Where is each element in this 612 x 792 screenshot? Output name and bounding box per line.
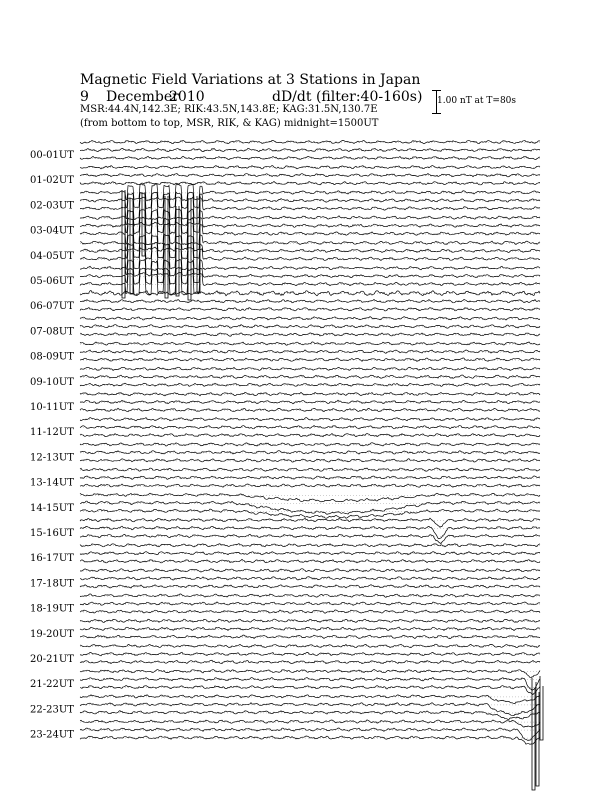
trace-kag [80,259,540,276]
trace-kag [80,166,540,169]
hour-label: 00-01UT [30,150,74,161]
trace-msr [80,308,540,312]
trace-kag [80,468,540,471]
hour-label: 04-05UT [30,250,74,262]
trace-msr [80,509,540,518]
trace-msr [80,534,540,543]
order-note: (from bottom to top, MSR, RIK, & KAG) midnight=1500UT [80,118,379,129]
large-spike [188,198,191,300]
trace-rik [80,400,540,404]
trace-rik [80,501,540,514]
trace-msr [80,660,540,663]
trace-msr [80,459,540,462]
hour-label: 13-14UT [30,477,74,489]
stations-label: MSR:44.4N,142.3E; RIK:43.5N,143.8E; KAG:31.5N,130.7E [80,104,378,115]
trace-msr [80,736,540,744]
trace-rik [80,174,540,177]
trace-kag [80,317,540,320]
trace-msr [80,182,540,185]
trace-rik [80,552,540,555]
trace-kag [80,544,540,547]
trace-kag [80,418,540,421]
trace-kag [80,493,540,502]
trace-msr [80,408,540,411]
hour-label: 12-13UT [30,452,74,464]
date-month: December [106,89,179,105]
date-year: 2010 [169,89,205,105]
hour-label: 07-08UT [30,326,74,338]
hour-label: 23-24UT [30,729,74,741]
trace-rik [80,375,540,378]
hour-label: 01-02UT [30,175,74,187]
trace-rik [80,451,540,455]
trace-msr [80,484,540,487]
trace-msr [80,585,540,588]
hour-label: 15-16UT [30,528,74,539]
trace-rik [80,426,540,429]
trace-rik [80,242,540,259]
hour-label: 17-18UT [30,578,74,590]
hour-label: 20-21UT [30,654,74,665]
trace-kag [80,569,540,572]
date-day: 9 [80,89,89,105]
hour-label: 11-12UT [30,427,74,439]
trace-rik [80,602,540,605]
trace-kag [80,644,540,648]
large-spike [176,206,179,296]
hour-label: 22-23UT [30,704,74,716]
trace-kag [80,720,540,728]
hour-label: 18-19UT [30,603,74,615]
trace-kag [80,235,540,252]
trace-rik [80,476,540,479]
hour-label: 08-09UT [30,351,74,363]
trace-kag [80,392,540,396]
trace-rik [80,577,540,581]
large-spike [130,198,133,294]
trace-rik [80,148,540,151]
trace-rik [80,627,540,630]
trace-kag [80,670,540,678]
trace-msr [80,156,540,159]
trace-msr [80,383,540,386]
large-spike [532,678,535,790]
trace-rik [80,652,540,656]
large-spike [540,676,543,740]
trace-msr [80,559,540,563]
chart-title: Magnetic Field Variations at 3 Stations in Japan [80,72,421,88]
trace-kag [80,518,540,527]
trace-rik [80,299,540,302]
hour-label: 16-17UT [30,553,74,565]
trace-msr [80,358,540,362]
hour-label: 14-15UT [30,502,74,514]
trace-kag [80,619,540,622]
trace-kag [80,184,540,201]
hour-label: 06-07UT [30,301,74,313]
trace-rik [80,678,540,691]
hour-label: 21-22UT [30,679,74,691]
trace-kag [80,342,540,345]
hour-label: 19-20UT [30,628,74,640]
trace-kag [80,594,540,597]
hour-label: 05-06UT [30,276,74,287]
trace-msr [80,610,540,613]
trace-kag [80,367,540,370]
hour-label: 02-03UT [30,200,74,212]
trace-rik [80,350,540,353]
trace-msr [80,711,540,720]
hour-label: 10-11UT [30,402,74,413]
hour-label: 03-04UT [30,225,74,237]
trace-msr [80,333,540,336]
scale-bar-label: 1.00 nT at T=80s [437,96,517,106]
filter-label: dD/dt (filter:40-160s) [272,89,423,105]
trace-rik [80,325,540,329]
trace-msr [80,434,540,437]
trace-kag [80,140,540,143]
hour-label: 09-10UT [30,376,74,388]
trace-kag [80,209,540,226]
trace-kag [80,443,540,446]
trace-kag [80,695,540,704]
trace-msr [80,635,540,639]
trace-msr [80,686,540,695]
